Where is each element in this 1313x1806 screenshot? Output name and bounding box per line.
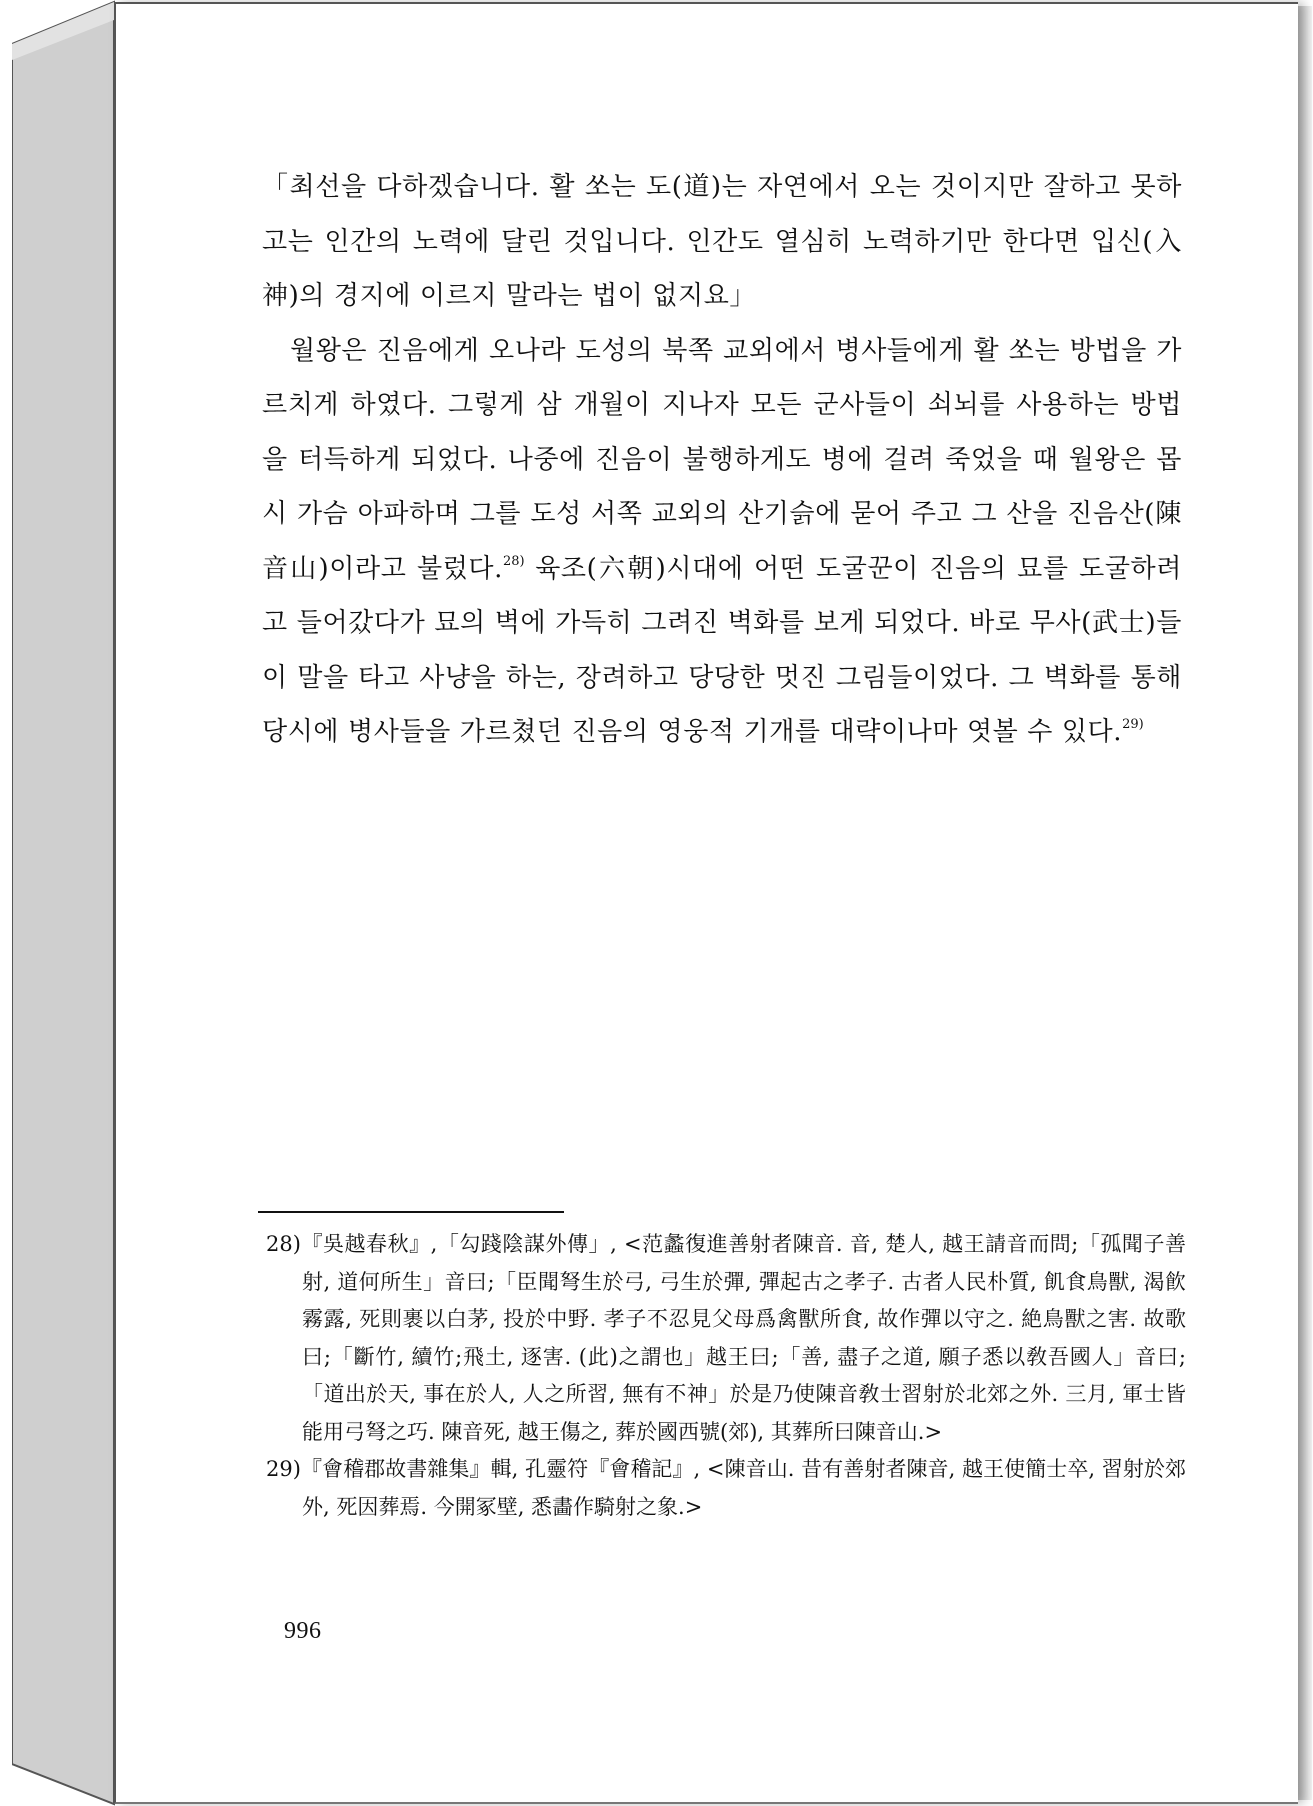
footnote-text: 『會稽郡故書雜集』輯, 孔靈符『會稽記』, <陳音山. 昔有善射者陳音, 越王使簡士卒, 習射於郊外, 死因葬焉. 今開冢壁, 悉畵作騎射之象.> [300,1457,1186,1519]
book-spine-side [12,0,116,1806]
footnote-number: 29) [266,1457,301,1481]
footnote-text: 『吳越春秋』,「勾踐陰謀外傳」, <范蠡復進善射者陳音. 音, 楚人, 越王請音而問;「孤聞子善射, 道何所生」音曰;「臣聞弩生於弓, 弓生於彈, 彈起古之孝子. 古者人民朴質, 飢食鳥獸, 渴飮霧露, 死則裹以白茅, 投於中野. 孝子不忍見父母爲禽獸所食, 故作彈以守之. 絶鳥獸之害. 故歌曰;「斷竹, 續竹;飛土, 逐害. (此)之謂也」越王曰;「善, 盡子之道, 願子悉以敎吾國人」音曰;「道出於天, 事在於人, 人之所習, 無有不神」於是乃使陳音敎士習射於北郊之外. 三月, 軍士皆能用弓弩之巧. 陳音死, 越王傷之, 葬於國西號(郊), 其葬所曰陳音山.> [300,1232,1186,1444]
main-text [262,160,1182,760]
footnote-29 [266,1451,1186,1526]
page-edge-shadow [1296,6,1312,1800]
page-number: 996 [284,1618,322,1644]
footnote-ref-29: 29) [1122,717,1144,732]
paragraph-body-part2: 육조(六朝)시대에 어떤 도굴꾼이 진음의 묘를 도굴하려고 들어갔다가 묘의 벽에 가득히 그려진 벽화를 보게 되었다. 바로 무사(武士)들이 말을 타고 사냥을 하는, 장려하고 당당한 멋진 그림들이었다. 그 벽화를 통해 당시에 병사들을 가르쳤던 진음의 영웅적 기개를 대략이나마 엿볼 수 있다. [262,553,1182,747]
footnote-number: 28) [266,1232,301,1256]
footnotes [266,1226,1186,1526]
paragraph-body-part1: 월왕은 진음에게 오나라 도성의 북쪽 교외에서 병사들에게 활 쏘는 방법을 가르치게 하였다. 그렇게 삼 개월이 지나자 모든 군사들이 쇠뇌를 사용하는 방법을 터득하게 되었다. 나중에 진음이 불행하게도 병에 걸려 죽었을 때 월왕은 몹시 가슴 아파하며 그를 도성 서쪽 교외의 산기슭에 묻어 주고 그 산을 진음산(陳音山)이라고 불렀다. [262,335,1182,584]
paragraph-quote: 「최선을 다하겠습니다. 활 쏘는 도(道)는 자연에서 오는 것이지만 잘하고 못하고는 인간의 노력에 달린 것입니다. 인간도 열심히 노력하기만 한다면 입신(入神)의 경지에 이르지 말라는 법이 없지요」 [262,172,1182,311]
paragraph-body [262,324,1182,760]
footnote-separator [258,1211,564,1213]
footnote-28 [266,1226,1186,1451]
footnote-ref-28: 28) [503,553,525,569]
